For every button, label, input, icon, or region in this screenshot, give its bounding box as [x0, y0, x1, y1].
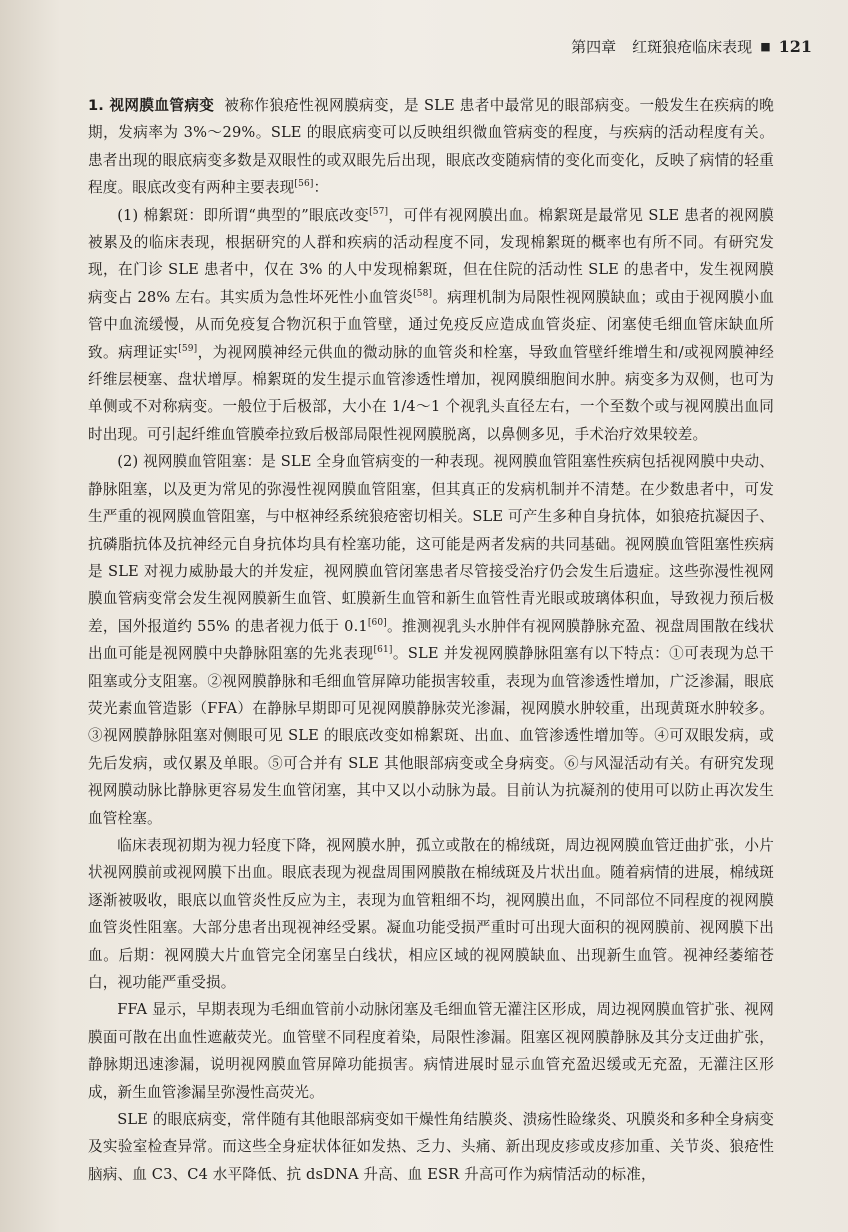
- paragraph-text: [88, 1111, 774, 1183]
- page-number: 121: [778, 37, 812, 56]
- chapter-number: 第四章: [571, 38, 617, 56]
- text-run: (1) 棉絮斑：即所谓“典型的”眼底改变: [117, 206, 370, 224]
- paragraph: [88, 1106, 774, 1188]
- text-run: ，可伴有视网膜出血。棉絮斑是最常见 SLE 患者的视网膜被累及的临床表现，根据研究的人群和疾病的活动程度不同，发现棉絮斑的概率也有所不同。有研究发现，在门诊 SLE 患者中，仅在 3% 的人中发现棉絮斑，但在住院的活动性 SLE 的患者中，发生视网膜病变占 28% 左右。其实质为急性坏死性小血管炎: [88, 206, 775, 306]
- chapter-title: 红斑狼疮临床表现: [632, 38, 753, 56]
- citation-ref: [57]: [369, 206, 389, 217]
- section-title: 1. 视网膜血管病变: [88, 97, 215, 114]
- body-text: [88, 92, 774, 1188]
- text-run: 。病理机制为局限性视网膜缺血；或由于视网膜小血管中血流缓慢，从而免疫复合物沉积于血管壁，通过免疫反应造成血管炎症、闭塞使毛细血管床缺血所致。病理证实: [88, 288, 775, 361]
- paragraph: [88, 448, 774, 832]
- text-run: FFA 显示，早期表现为毛细血管前小动脉闭塞及毛细血管无灌注区形成，周边视网膜血管扩张、视网膜面可散在出血性遮蔽荧光。血管壁不同程度着染，局限性渗漏。阻塞区视网膜静脉及其分支迂曲扩张，静脉期迅速渗漏，说明视网膜血管屏障功能损害。病情进展时显示血管充盈迟缓或无充盈，无灌注区形成，新生血管渗漏呈弥漫性高荧光。: [88, 1001, 774, 1101]
- text-run: ：: [313, 179, 329, 197]
- paragraph-text: [88, 207, 774, 443]
- paragraph-text: [88, 837, 774, 991]
- citation-ref: [56]: [294, 179, 314, 190]
- text-run: 被称作狼疮性视网膜病变，是 SLE 患者中最常见的眼部病变。一般发生在疾病的晚期，发病率为 3%～29%。SLE 的眼底病变可以反映组织微血管病变的程度，与疾病的活动程度有关。患者出现的眼底病变多数是双眼性的或双眼先后出现，眼底改变随病情的变化而变化，反映了病情的轻重程度。眼底改变有两种主要表现: [88, 97, 774, 197]
- citation-ref: [61]: [373, 645, 393, 656]
- citation-ref: [60]: [367, 617, 387, 628]
- text-run: ，为视网膜神经元供血的微动脉的血管炎和栓塞，导致血管壁纤维增生和/或视网膜神经纤维层梗塞、盘状增厚。棉絮斑的发生提示血管渗透性增加，视网膜细胞间水肿。病变多为双侧，也可为单侧或不对称病变。一般位于后极部，大小在 1/4～1 个视乳头直径左右，一个至数个或与视网膜出血同时出现。可引起纤维血管膜牵拉致后极部局限性视网膜脱离，以鼻侧多见，手术治疗效果较差。: [88, 343, 774, 443]
- citation-ref: [58]: [413, 288, 433, 299]
- text-run: 。SLE 并发视网膜静脉阻塞有以下特点：①可表现为总干阻塞或分支阻塞。②视网膜静脉和毛细血管屏障功能损害较重，表现为血管渗透性增加，广泛渗漏，眼底荧光素血管造影（FFA）在静脉早期即可见视网膜静脉荧光渗漏，视网膜水肿较重，出现黄斑水肿较多。③视网膜静脉阻塞对侧眼可见 SLE 的眼底改变如棉絮斑、出血、血管渗透性增加等。④可双眼发病，或先后发病，或仅累及单眼。⑤可合并有 SLE 其他眼部病变或全身病变。⑥与风湿活动有关。有研究发现视网膜动脉比静脉更容易发生血管闭塞，其中又以小动脉为最。目前认为抗凝剂的使用可以防止再次发生血管栓塞。: [88, 645, 774, 827]
- paragraph: [88, 202, 774, 449]
- paragraph: [88, 996, 774, 1106]
- citation-ref: [59]: [178, 343, 198, 354]
- paragraph: [88, 92, 774, 202]
- paragraph: [88, 832, 774, 996]
- text-run: 临床表现初期为视力轻度下降，视网膜水肿，孤立或散在的棉绒斑，周边视网膜血管迂曲扩张，小片状视网膜前或视网膜下出血。眼底表现为视盘周围网膜散在棉绒斑及片状出血。随着病情的进展，棉绒斑逐渐被吸收，眼底以血管炎性反应为主，表现为血管粗细不均，视网膜出血，不同部位不同程度的视网膜血管炎性阻塞。大部分患者出现视神经受累。凝血功能受损严重时可出现大面积的视网膜前、视网膜下出血。后期：视网膜大片血管完全闭塞呈白线状，相应区域的视网膜缺血、出现新生血管。视神经萎缩苍白，视功能严重受损。: [88, 836, 774, 991]
- header-separator: ■: [760, 40, 771, 53]
- paragraph-text: [88, 453, 774, 826]
- text-run: 。推测视乳头水肿伴有视网膜静脉充盈、视盘周围散在线状出血可能是视网膜中央静脉阻塞的先兆表现: [88, 617, 775, 663]
- paragraph-text: [88, 1001, 774, 1100]
- running-header: [380, 36, 812, 57]
- text-run: SLE 的眼底病变，常伴随有其他眼部病变如干燥性角结膜炎、溃疡性睑缘炎、巩膜炎和多种全身病变及实验室检查异常。而这些全身症状体征如发热、乏力、头痛、新出现皮疹或皮疹加重、关节炎、狼疮性脑病、血 C3、C4 水平降低、抗 dsDNA 升高、血 ESR 升高可作为病情活动的标准，: [88, 1111, 774, 1183]
- text-run: (2) 视网膜血管阻塞：是 SLE 全身血管病变的一种表现。视网膜血管阻塞性疾病包括视网膜中央动、静脉阻塞，以及更为常见的弥漫性视网膜血管阻塞，但其真正的发病机制并不清楚。在少数患者中，可发生严重的视网膜血管阻塞，与中枢神经系统狼疮密切相关。SLE 可产生多种自身抗体，如狼疮抗凝因子、抗磷脂抗体及抗神经元自身抗体均具有栓塞功能，这可能是两者发病的共同基础。视网膜血管阻塞性疾病是 SLE 对视力威胁最大的并发症，视网膜血管闭塞患者尽管接受治疗仍会发生后遗症。这些弥漫性视网膜血管病变常会发生视网膜新生血管、虹膜新生血管和新生血管性青光眼或玻璃体积血，导致视力预后极差，国外报道约 55% 的患者视力低于 0.1: [88, 453, 774, 635]
